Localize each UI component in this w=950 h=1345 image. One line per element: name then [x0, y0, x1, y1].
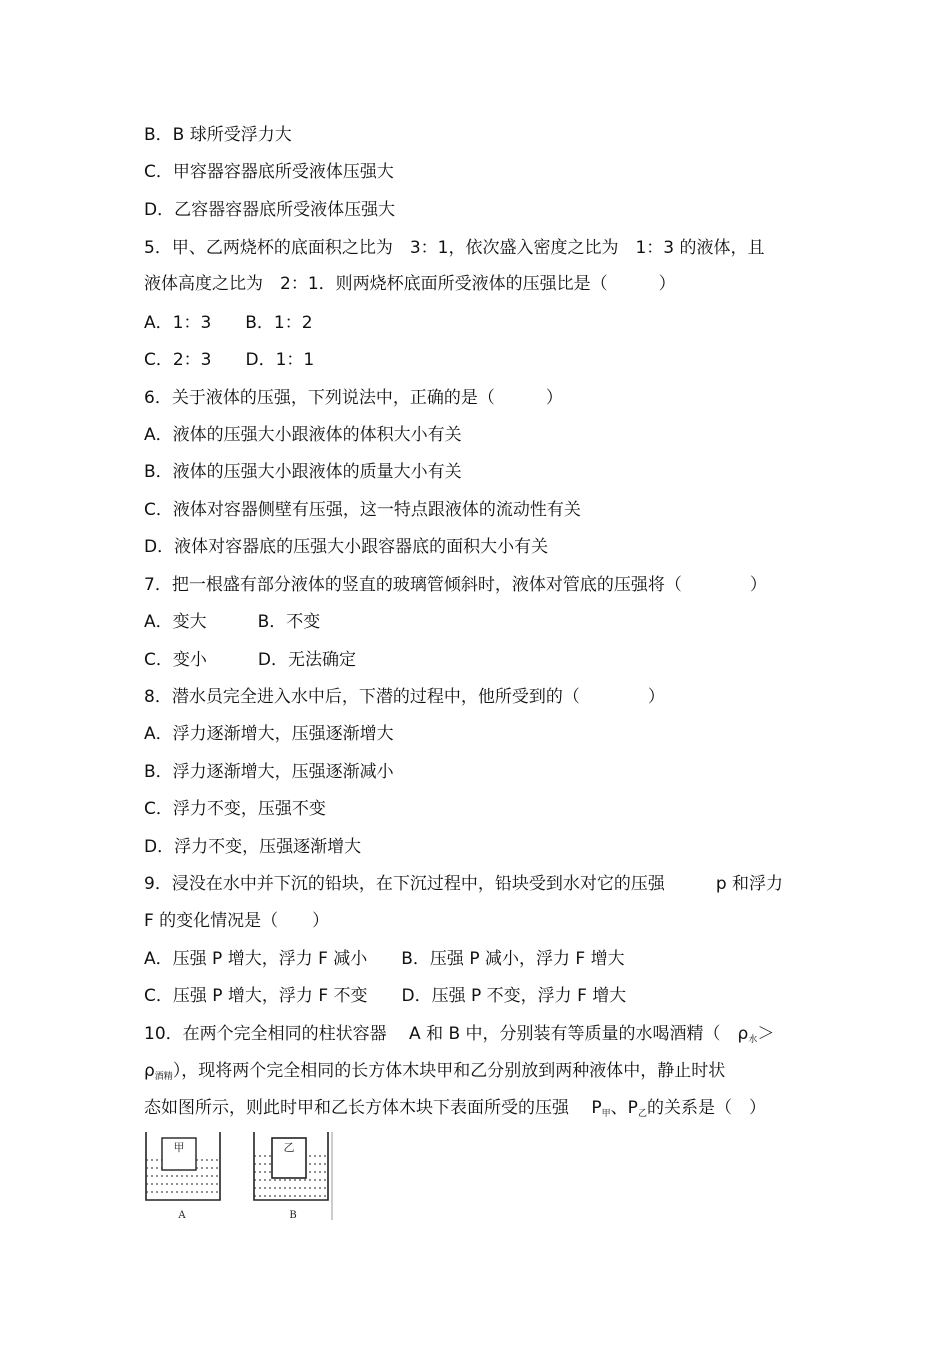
- option-line: A．1：3 B．1：2: [144, 313, 313, 333]
- option-line: A．压强 P 增大，浮力 F 减小 B．压强 P 减小，浮力 F 增大: [144, 949, 625, 969]
- block-label-a: 甲: [173, 1141, 185, 1154]
- containers-diagram: [140, 1130, 340, 1225]
- option-line: D．浮力不变，压强逐渐增大: [144, 837, 362, 857]
- containers-figure: [140, 1130, 340, 1230]
- question-5-line: 液体高度之比为 2：1．则两烧杯底面所受液体的压强比是（ ）: [144, 274, 676, 294]
- option-line: C．变小 D．无法确定: [144, 650, 356, 670]
- question-9-line: F 的变化情况是（ ）: [144, 911, 330, 931]
- option-line: C．液体对容器侧壁有压强，这一特点跟液体的流动性有关: [144, 500, 581, 520]
- question-6-line: 6．关于液体的压强，下列说法中，正确的是（ ）: [144, 388, 563, 408]
- option-line: D．乙容器容器底所受液体压强大: [144, 200, 396, 220]
- option-line: C．浮力不变，压强不变: [144, 799, 326, 819]
- question-9-line: 9．浸没在水中并下沉的铅块，在下沉过程中，铅块受到水对它的压强 p 和浮力: [144, 874, 784, 894]
- option-line: A．浮力逐渐增大，压强逐渐增大: [144, 724, 394, 744]
- option-line: C．2：3 D．1：1: [144, 350, 315, 370]
- option-line: D．液体对容器底的压强大小跟容器底的面积大小有关: [144, 537, 549, 557]
- caption-a: A: [178, 1210, 186, 1221]
- option-line: B．浮力逐渐增大，压强逐渐减小: [144, 762, 394, 782]
- question-8-line: 8．潜水员完全进入水中后，下潜的过程中，他所受到的（ ）: [144, 687, 665, 707]
- question-10-line: $\rho_{酒精}$），现将两个完全相同的长方体木块甲和乙分别放到两种液体中，静止时状: [144, 1061, 726, 1082]
- option-line: A．变大 B．不变: [144, 612, 321, 632]
- option-line: A．液体的压强大小跟液体的体积大小有关: [144, 425, 462, 445]
- option-line: C．压强 P 增大，浮力 F 不变 D．压强 P 不变，浮力 F 增大: [144, 986, 627, 1006]
- question-10-line: 态如图所示，则此时甲和乙长方体木块下表面所受的压强 $P_甲$、$P_乙$的关系是（ ）: [144, 1098, 766, 1119]
- option-line: B．B 球所受浮力大: [144, 125, 292, 145]
- caption-b: B: [289, 1210, 297, 1221]
- option-line: B．液体的压强大小跟液体的质量大小有关: [144, 462, 462, 482]
- question-10-line: 10．在两个完全相同的柱状容器 A 和 B 中，分别装有等质量的水喝酒精（ $\rho_水>$: [144, 1024, 775, 1045]
- question-7-line: 7．把一根盛有部分液体的竖直的玻璃管倾斜时，液体对管底的压强将（ ）: [144, 575, 767, 595]
- question-5-line: 5．甲、乙两烧杯的底面积之比为 3：1，依次盛入密度之比为 1：3 的液体，且: [144, 238, 765, 258]
- option-line: C．甲容器容器底所受液体压强大: [144, 162, 394, 182]
- block-label-b: 乙: [283, 1141, 295, 1154]
